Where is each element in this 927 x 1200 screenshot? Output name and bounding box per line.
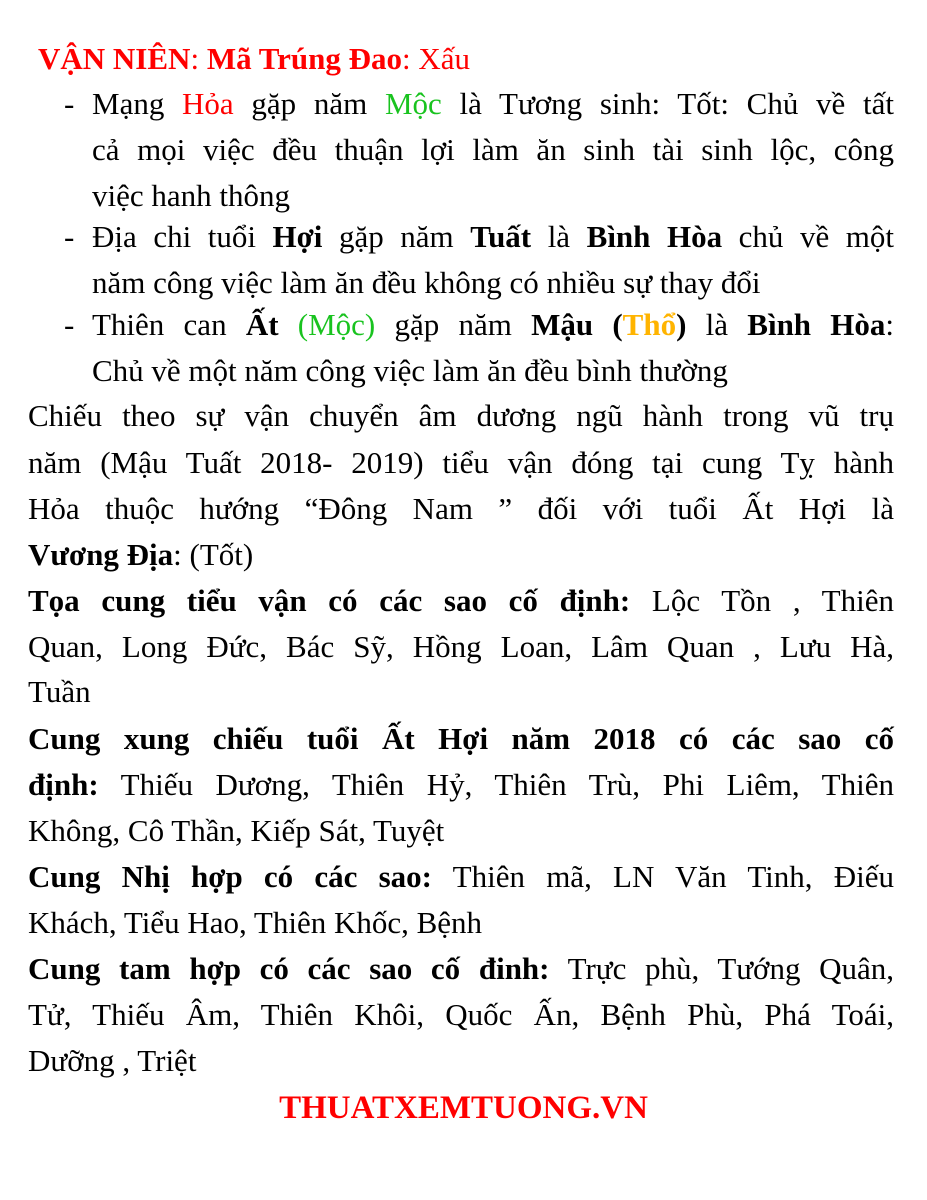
tuat-term: Tuất: [470, 219, 532, 254]
paren-close: ): [676, 307, 687, 342]
bullet-3-line-2: Chủ về một năm công việc làm ăn đều bình thường: [92, 353, 728, 388]
bullet-3-dash: -: [64, 307, 75, 342]
binh-hoa-term: Bình Hòa: [586, 219, 723, 254]
element-hoa: Hỏa: [182, 86, 234, 121]
section-2-line-1: [28, 716, 894, 762]
heading: [38, 36, 470, 82]
bullet-3-text: gặp năm: [375, 307, 532, 342]
section-heading: định:: [28, 767, 99, 802]
bullet-1-line-1: [92, 81, 894, 127]
paragraph-line-3: Hỏa thuộc hướng “Đông Nam ” đối với tuổi Ất Hợi là: [28, 491, 894, 526]
section-2-line-3: Không, Cô Thần, Kiếp Sát, Tuyệt: [28, 813, 445, 848]
section-3-line-1: [28, 854, 894, 900]
section-heading: Cung Nhị hợp có các sao:: [28, 859, 433, 894]
at-term: Ất: [245, 307, 279, 342]
heading-label: VẬN NIÊN: [38, 41, 191, 76]
section-heading: Cung tam hợp có các sao cố đinh:: [28, 951, 550, 986]
bullet-2-text: chủ về một: [722, 219, 895, 254]
element-moc-2: (Mộc): [297, 307, 376, 342]
bullet-2-dash: -: [64, 219, 75, 254]
bullet-1-line-3: việc hanh thông: [92, 178, 291, 213]
section-text: Lộc Tồn , Thiên: [630, 583, 894, 618]
heading-name: Mã Trúng Đao: [206, 41, 403, 76]
element-tho: Thổ: [622, 307, 677, 342]
bullet-3-text: Thiên can: [92, 307, 246, 342]
paragraph-text: : (Tốt): [173, 537, 254, 572]
bullet-2-line-1: [92, 214, 894, 260]
bullet-2-line-2: năm công việc làm ăn đều không có nhiều sự thay đổi: [92, 265, 761, 300]
bullet-2-text: gặp năm: [322, 219, 471, 254]
heading-verdict: Xấu: [418, 41, 471, 76]
section-1-line-2: Quan, Long Đức, Bác Sỹ, Hồng Loan, Lâm Quan , Lưu Hà,: [28, 629, 894, 664]
section-1-line-1: [28, 578, 894, 624]
bullet-2-text: Địa chi tuổi: [92, 219, 273, 254]
section-heading: Cung xung chiếu tuổi Ất Hợi năm 2018 có các sao cố: [28, 721, 894, 756]
section-4-line-1: [28, 946, 894, 992]
bullet-1-text: gặp năm: [233, 86, 385, 121]
bullet-2-text: là: [531, 219, 587, 254]
bullet-1-line-2: cả mọi việc đều thuận lợi làm ăn sinh tài sinh lộc, công: [92, 132, 894, 167]
section-text: Trực phù, Tướng Quân,: [549, 951, 895, 986]
binh-hoa-term: Bình Hòa: [747, 307, 886, 342]
heading-colon: :: [190, 41, 200, 76]
bullet-3-text: là: [686, 307, 748, 342]
section-text: Thiếu Dương, Thiên Hỷ, Thiên Trù, Phi Liêm, Thiên: [98, 767, 894, 802]
paragraph-line-4: [28, 532, 253, 578]
section-text: Thiên mã, LN Văn Tinh, Điếu: [432, 859, 894, 894]
bullet-3-text: :: [885, 307, 895, 342]
section-4-line-3: Dưỡng , Triệt: [28, 1043, 197, 1078]
bullet-1-dash: -: [64, 86, 75, 121]
vuong-dia-term: Vương Địa: [28, 537, 174, 572]
section-2-line-2: [28, 762, 894, 808]
bullet-1-text: là Tương sinh: Tốt: Chủ về tất: [441, 86, 894, 121]
mau-term: Mậu: [531, 307, 594, 342]
bullet-3-line-1: [92, 302, 894, 348]
paragraph-line-1: Chiếu theo sự vận chuyển âm dương ngũ hành trong vũ trụ: [28, 398, 894, 433]
bullet-3-text: [279, 307, 298, 342]
footer-site-name: THUATXEMTUONG.VN: [279, 1090, 648, 1126]
paren-open: (: [593, 307, 623, 342]
section-1-line-3: Tuần: [28, 674, 91, 709]
hoi-term: Hợi: [272, 219, 323, 254]
section-4-line-2: Tử, Thiếu Âm, Thiên Khôi, Quốc Ấn, Bệnh Phù, Phá Toái,: [28, 997, 894, 1032]
section-heading: Tọa cung tiểu vận có các sao cố định:: [28, 583, 631, 618]
bullet-1-text: Mạng: [92, 86, 183, 121]
element-moc: Mộc: [384, 86, 442, 121]
paragraph-line-2: năm (Mậu Tuất 2018- 2019) tiểu vận đóng tại cung Tỵ hành: [28, 445, 894, 480]
section-3-line-2: Khách, Tiểu Hao, Thiên Khốc, Bệnh: [28, 905, 483, 940]
heading-colon-2: :: [402, 41, 411, 76]
